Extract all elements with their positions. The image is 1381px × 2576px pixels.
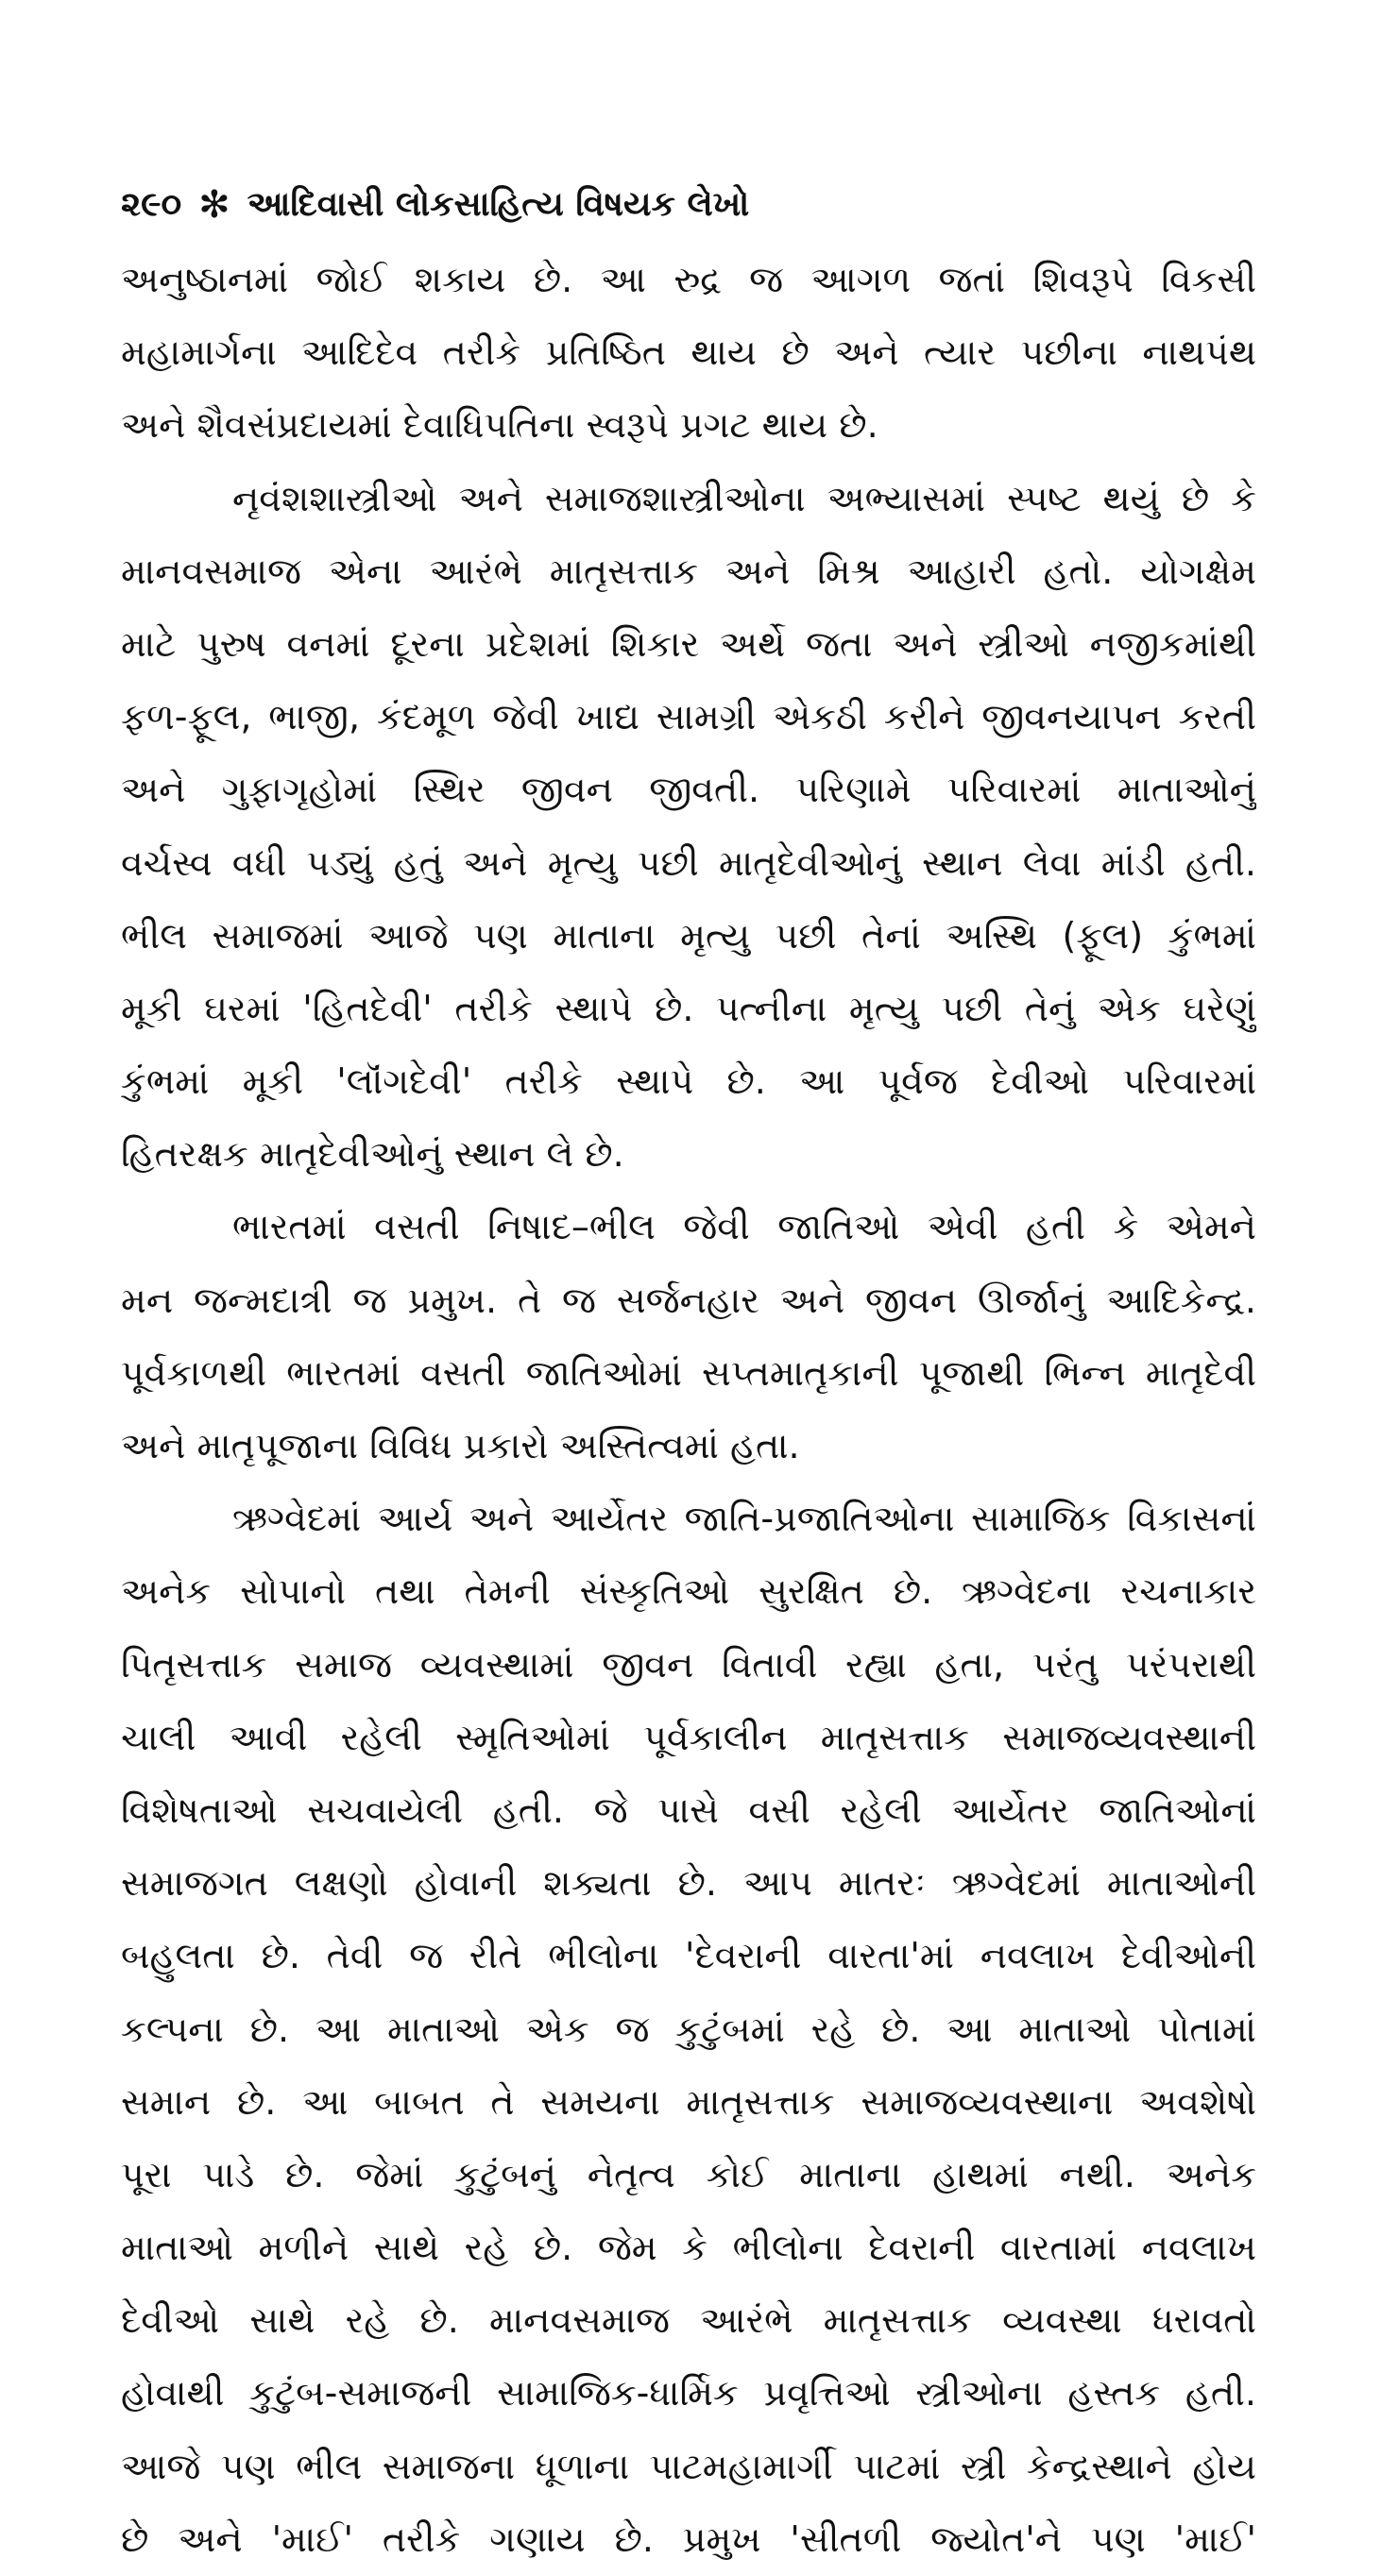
- text-line: સમાન છે. આ બાબત તે સમયના માતૃસત્તાક સમાજવ્યવસ્થાના અવશેષો: [121, 2080, 1256, 2123]
- text-line: અને માતૃપૂજાના વિવિધ પ્રકારો અસ્તિત્વમાં હતા.: [121, 1425, 800, 1466]
- text-line: બહુલતા છે. તેવી જ રીતે ભીલોના 'દેવરાની વારતા'માં નવલાખ દેવીઓની: [121, 1935, 1256, 1977]
- text-line: ફળ-ફૂલ, ભાજી, કંદમૂળ જેવી ખાદ્ય સામગ્રી એકઠી કરીને જીવનયાપન કરતી: [121, 696, 1256, 738]
- text-line: માનવસમાજ એના આરંભે માતૃસત્તાક અને મિશ્ર આહારી હતો. યોગક્ષેમ: [121, 550, 1256, 592]
- text-line: નૃવંશશાસ્ત્રીઓ અને સમાજશાસ્ત્રીઓના અભ્યાસમાં સ્પષ્ટ થયું છે કે: [232, 477, 1256, 519]
- text-line: ઋગ્વેદમાં આર્ય અને આર્યેતર જાતિ-પ્રજાતિઓના સામાજિક વિકાસનાં: [232, 1498, 1256, 1540]
- text-line: વર્ચસ્વ વધી પડ્યું હતું અને મૃત્યુ પછી માતૃદેવીઓનું સ્થાન લેવા માંડી હતી.: [121, 841, 1256, 884]
- asterisk-separator-icon: ✻: [198, 183, 230, 227]
- text-line: ભીલ સમાજમાં આજે પણ માતાના મૃત્યુ પછી તેનાં અસ્થિ (ફૂલ) કુંભમાં: [121, 914, 1256, 957]
- text-line: મન જન્મદાત્રી જ પ્રમુખ. તે જ સર્જનહાર અને જીવન ઊર્જાનું આદિકેન્દ્ર.: [121, 1279, 1256, 1321]
- text-line: છે અને 'માઈ' તરીકે ગણાય છે. પ્રમુખ 'સીતળી જ્યોત'ને પણ 'માઈ': [121, 2517, 1256, 2560]
- text-line: મહામાર્ગના આદિદેવ તરીકે પ્રતિષ્ઠિત થાય છે અને ત્યાર પછીના નાથપંથ: [121, 331, 1256, 374]
- text-line: અનેક સોપાનો તથા તેમની સંસ્કૃતિઓ સુરક્ષિત છે. ઋગ્વેદના રચનાકાર: [121, 1570, 1256, 1613]
- text-line: પિતૃસત્તાક સમાજ વ્યવસ્થામાં જીવન વિતાવી રહ્યા હતા, પરંતુ પરંપરાથી: [121, 1643, 1256, 1686]
- text-line: ચાલી આવી રહેલી સ્મૃતિઓમાં પૂર્વકાલીન માતૃસત્તાક સમાજવ્યવસ્થાની: [121, 1716, 1256, 1758]
- text-line: હિતરક્ષક માતૃદેવીઓનું સ્થાન લે છે.: [121, 1133, 624, 1176]
- text-line: ભારતમાં વસતી નિષાદ–ભીલ જેવી જાતિઓ એવી હતી કે એમને: [232, 1206, 1256, 1248]
- text-line: સમાજગત લક્ષણો હોવાની શક્યતા છે. આપ માતરઃ ઋગ્વેદમાં માતાઓની: [121, 1862, 1256, 1905]
- page-number: ૨૯૦: [121, 185, 182, 224]
- text-line: પૂરા પાડે છે. જેમાં કુટુંબનું નેતૃત્વ કોઈ માતાના હાથમાં નથી. અનેક: [121, 2153, 1256, 2195]
- text-line: વિશેષતાઓ સચવાયેલી હતી. જે પાસે વસી રહેલી આર્યેતર જાતિઓનાં: [121, 1788, 1256, 1831]
- text-line: દેવીઓ સાથે રહે છે. માનવસમાજ આરંભે માતૃસત્તાક વ્યવસ્થા ધરાવતો: [121, 2299, 1256, 2342]
- text-line: હોવાથી કુટુંબ-સમાજની સામાજિક-ધાર્મિક પ્રવૃત્તિઓ સ્ત્રીઓના હસ્તક હતી.: [121, 2372, 1256, 2415]
- text-line: માટે પુરુષ વનમાં દૂરના પ્રદેશમાં શિકાર અર્થે જતા અને સ્ત્રીઓ નજીકમાંથી: [121, 622, 1256, 665]
- text-line: અને શૈવસંપ્રદાયમાં દેવાધિપતિના સ્વરૂપે પ્રગટ થાય છે.: [121, 404, 878, 447]
- body-text: [121, 244, 1256, 2576]
- text-line: મૂકી ઘરમાં 'હિતદેવી' તરીકે સ્થાપે છે. પત્નીના મૃત્યુ પછી તેનું એક ઘરેણું: [121, 987, 1256, 1029]
- text-line: અનુષ્ઠાનમાં જોઈ શકાય છે. આ રુદ્ર જ આગળ જતાં શિવરૂપે વિકસી: [121, 259, 1256, 300]
- text-line: આજે પણ ભીલ સમાજના ધૂળાના પાટમહામાર્ગી પાટમાં સ્ત્રી કેન્દ્રસ્થાને હોય: [121, 2445, 1256, 2487]
- book-title: આદિવાસી લોકસાહિત્ય વિષયક લેખો: [247, 185, 750, 224]
- running-header: [121, 176, 1283, 234]
- text-line: કુંભમાં મૂકી 'લૉંગદેવી' તરીકે સ્થાપે છે. આ પૂર્વજ દેવીઓ પરિવારમાં: [121, 1060, 1256, 1103]
- text-line: માતાઓ મળીને સાથે રહે છે. જેમ કે ભીલોના દેવરાની વારતામાં નવલાખ: [121, 2227, 1256, 2269]
- text-line: કલ્પના છે. આ માતાઓ એક જ કુટુંબમાં રહે છે. આ માતાઓ પોતામાં: [121, 2008, 1256, 2050]
- text-line: પૂર્વકાળથી ભારતમાં વસતી જાતિઓમાં સપ્તમાતૃકાની પૂજાથી ભિન્ન માતૃદેવી: [121, 1351, 1256, 1394]
- text-line: અને ગુફાગૃહોમાં સ્થિર જીવન જીવતી. પરિણામે પરિવારમાં માતાઓનું: [121, 769, 1256, 811]
